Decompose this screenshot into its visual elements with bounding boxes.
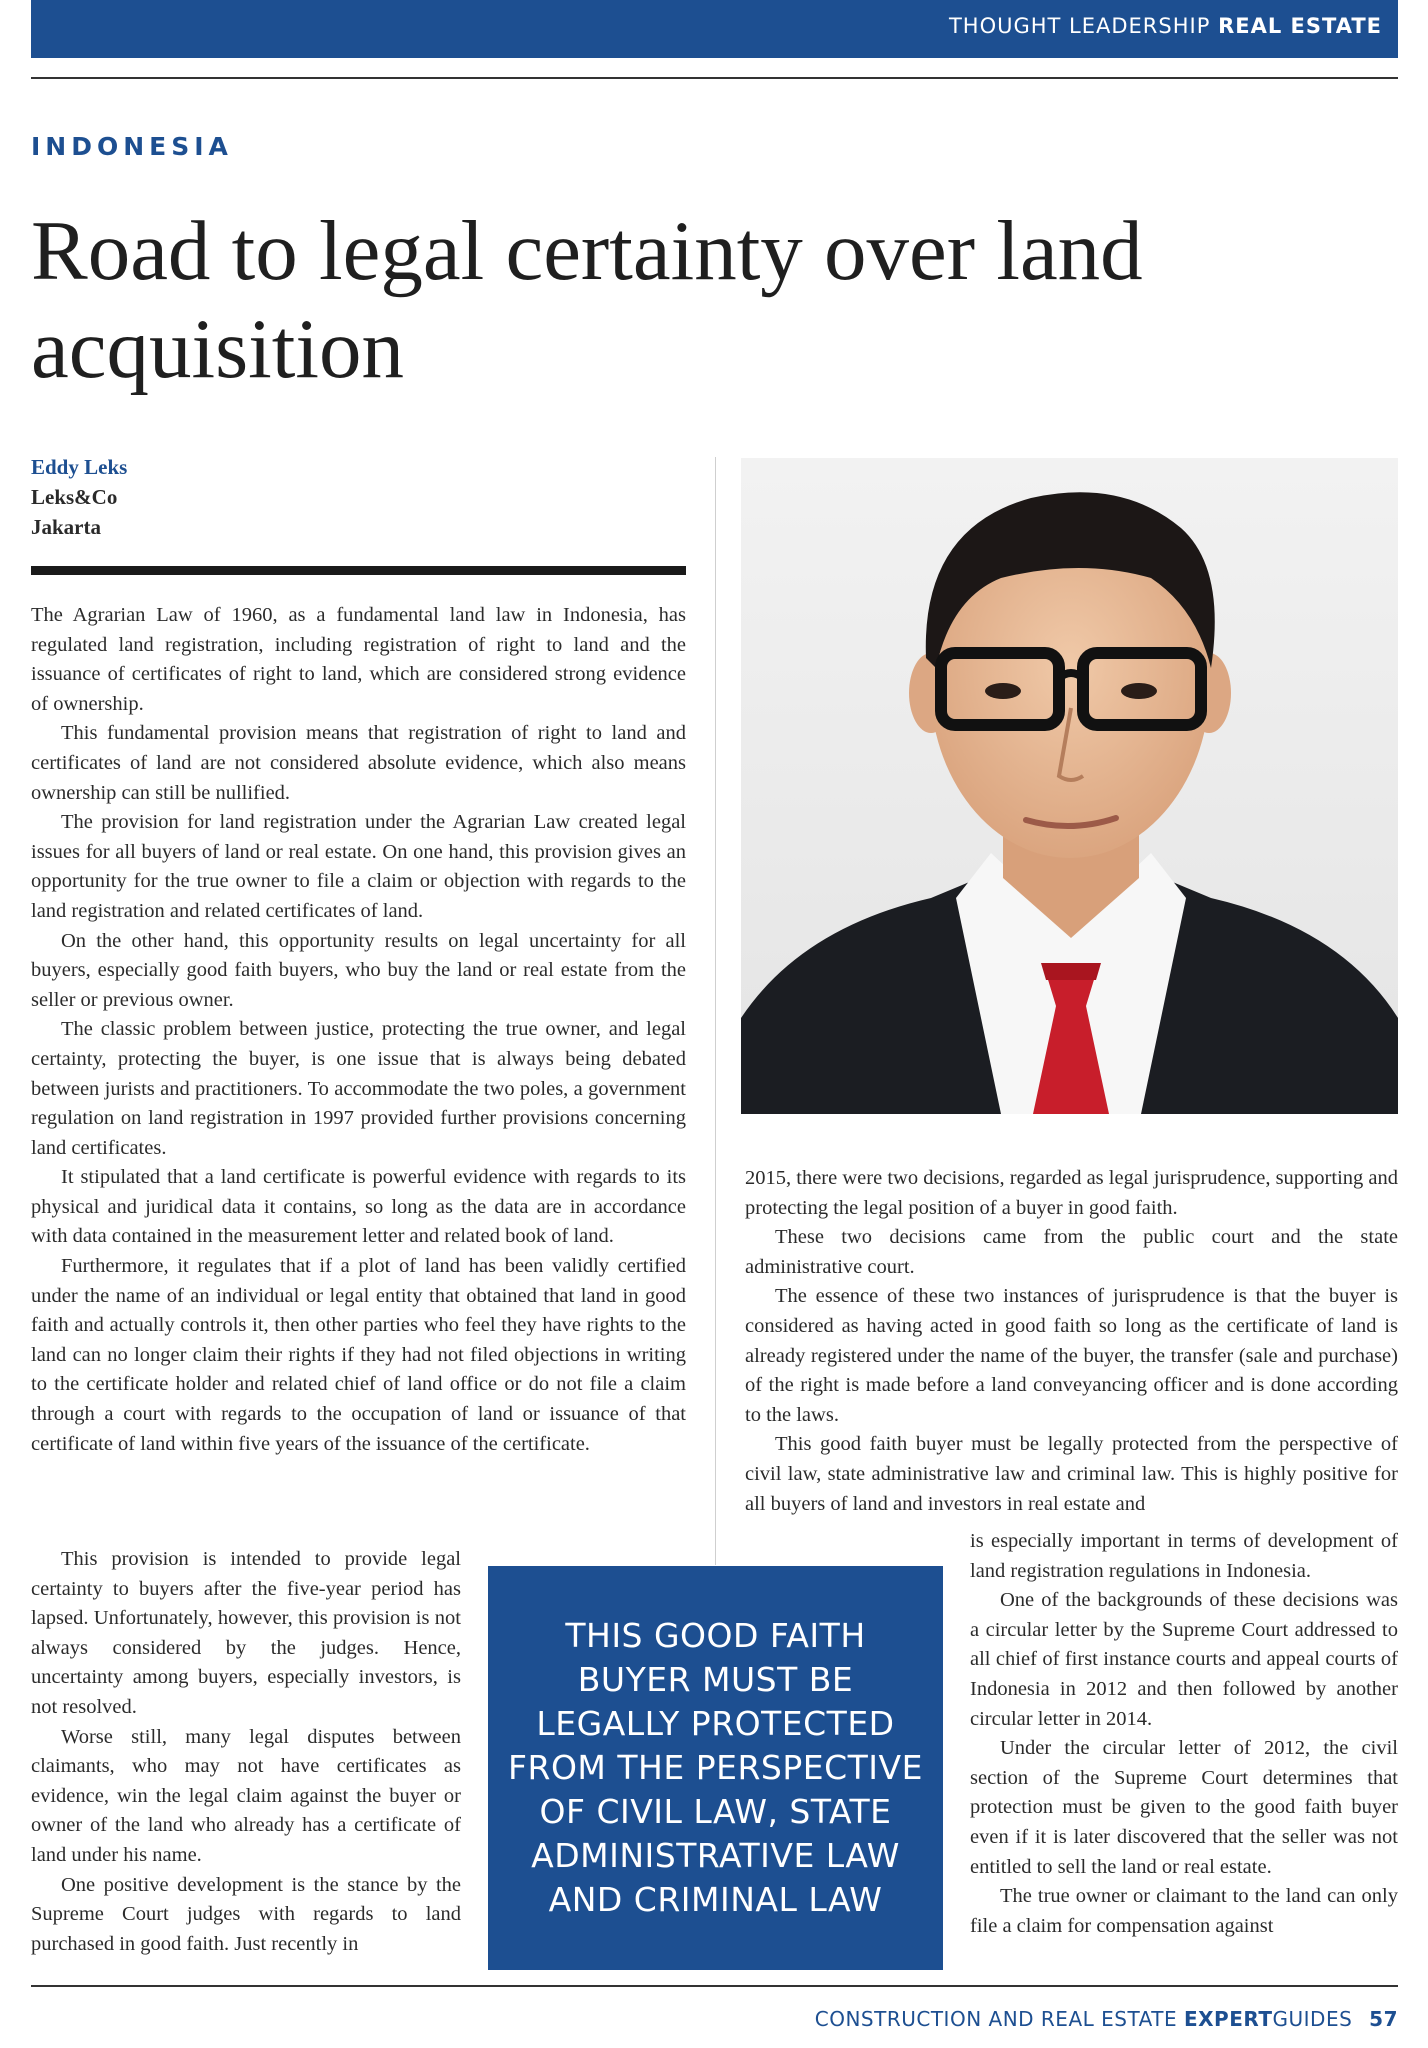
paragraph: The true owner or claimant to the land can only file a claim for compensation against (970, 1885, 1398, 1937)
body-column-1 (31, 601, 686, 1459)
paragraph: The provision for land registration under the Agrarian Law created legal issues for all buyers of land or real estate. On one hand, this provision gives an opportunity for the true owner to file a claim or objection with regards to the land registration and related certificates of land. (31, 811, 686, 922)
author-rule (31, 566, 686, 575)
paragraph: One positive development is the stance by the Supreme Court judges with regards to land purchased in good faith. Just recently in (31, 1873, 461, 1955)
page-number: 57 (1369, 2007, 1398, 2031)
paragraph: These two decisions came from the public court and the state administrative court. (745, 1226, 1398, 1278)
footer-brand-bold: EXPERT (1183, 2007, 1273, 2031)
paragraph: This fundamental provision means that registration of right to land and certificates of land are not considered absolute evidence, which also means ownership can still be nullified. (31, 722, 686, 804)
author-block (31, 452, 127, 542)
paragraph: The essence of these two instances of jurisprudence is that the buyer is considered as having acted in good faith so long as the certificate of land is already registered under the name of the buyer, the transfer (sale and purchase) of the right is made before a land conveyancing officer and is done according to the laws. (745, 1285, 1398, 1426)
body-column-1-lower (31, 1545, 461, 1959)
header-category: REAL ESTATE (1218, 14, 1382, 38)
header-section: THOUGHT LEADERSHIP (948, 14, 1211, 38)
paragraph: Under the circular letter of 2012, the civil section of the Supreme Court determines that protection must be given to the good faith buyer even if it is later discovered that the seller was not entitled to sell the land or real estate. (970, 1737, 1398, 1878)
paragraph: 2015, there were two decisions, regarded as legal jurisprudence, supporting and protecting the legal position of a buyer in good faith. (745, 1167, 1398, 1219)
footer-brand-light: GUIDES (1272, 2007, 1353, 2031)
header-label (949, 14, 1382, 38)
author-city: Jakarta (31, 515, 101, 539)
top-rule (31, 77, 1398, 79)
paragraph: It stipulated that a land certificate is powerful evidence with regards to its physical and juridical data it contains, so long as the data are in accordance with data contained in the measurement letter and related book of land. (31, 1166, 686, 1248)
paragraph: Worse still, many legal disputes between claimants, who may not have certificates as evidence, win the legal claim against the buyer or owner of the land who already has a certificate of land under his name. (31, 1725, 461, 1866)
footer (815, 2007, 1398, 2031)
body-column-2-lower (970, 1527, 1398, 1941)
paragraph: The Agrarian Law of 1960, as a fundamental land law in Indonesia, has regulated land registration, including registration of right to land and the issuance of certificates of right to land, which are considered strong evidence of ownership. (31, 604, 686, 715)
body-column-2 (745, 1164, 1398, 1519)
paragraph: The classic problem between justice, protecting the true owner, and legal certainty, protecting the buyer, is one issue that is always being debated between jurists and practitioners. To accommodate the two poles, a government regulation on land registration in 1997 provided further provisions concerning land certificates. (31, 1018, 686, 1159)
paragraph: is especially important in terms of development of land registration regulations in Indonesia. (970, 1530, 1398, 1582)
author-portrait (741, 458, 1398, 1114)
bottom-rule (31, 1985, 1398, 1987)
pull-quote-text: THIS GOOD FAITH BUYER MUST BE LEGALLY PROTECTED FROM THE PERSPECTIVE OF CIVIL LAW, STATE ADMINISTRATIVE LAW AND CRIMINAL LAW (508, 1616, 923, 1919)
pull-quote (488, 1566, 943, 1970)
country-kicker: INDONESIA (31, 132, 233, 161)
footer-publication: CONSTRUCTION AND REAL ESTATE (814, 2007, 1178, 2031)
paragraph: On the other hand, this opportunity results on legal uncertainty for all buyers, especially good faith buyers, who buy the land or real estate from the seller or previous owner. (31, 929, 686, 1011)
column-divider (715, 457, 716, 1565)
author-name: Eddy Leks (31, 455, 128, 479)
paragraph: This good faith buyer must be legally protected from the perspective of civil law, state administrative law and criminal law. This is highly positive for all buyers of land and investors in real estate and (745, 1433, 1398, 1515)
header-bar (31, 0, 1398, 58)
author-firm: Leks&Co (31, 485, 118, 509)
paragraph: One of the backgrounds of these decisions was a circular letter by the Supreme Court addressed to all chief of first instance courts and appeal courts of Indonesia in 2012 and then followed by another circular letter in 2014. (970, 1589, 1398, 1730)
paragraph: This provision is intended to provide legal certainty to buyers after the five-year period has lapsed. Unfortunately, however, this provision is not always considered by the judges. Hence, uncertainty among buyers, especially investors, is not resolved. (31, 1548, 461, 1718)
article-title: Road to legal certainty over land acquisition (31, 204, 1143, 396)
paragraph: Furthermore, it regulates that if a plot of land has been validly certified under the name of an individual or legal entity that obtained that land in good faith and actually controls it, then other parties who feel they have rights to the land can no longer claim their rights if they had not filed objections in writing to the certificate holder and related chief of land office or do not file a claim through a court with regards to the occupation of land or issuance of that certificate of land within five years of the issuance of the certificate. (31, 1255, 686, 1455)
